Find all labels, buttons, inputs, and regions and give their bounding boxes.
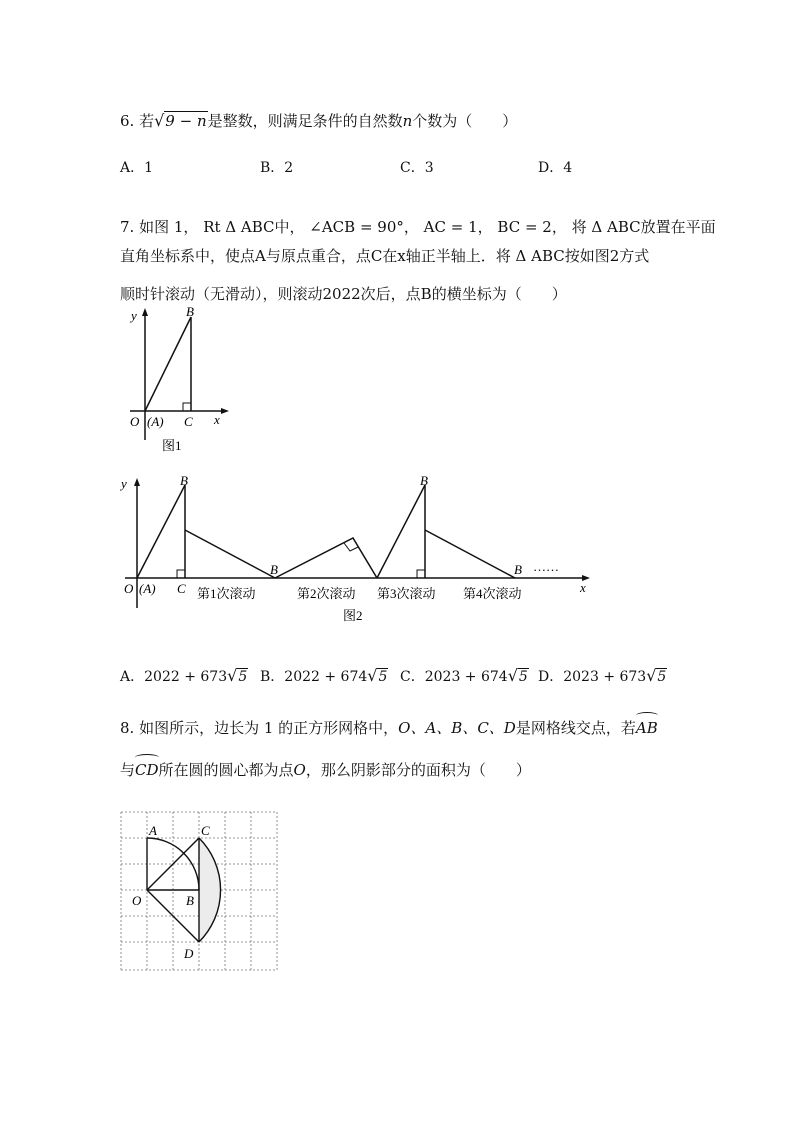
fig1-label-y: y — [131, 308, 137, 323]
fig2-label-o: O — [124, 581, 134, 596]
fig2-right-angle-1-icon — [177, 570, 185, 578]
q7-option-a-label: A． — [120, 669, 145, 685]
fig1-y-arrow-icon — [142, 308, 148, 316]
fig2-label-b4: B — [514, 562, 522, 577]
fig2-roll1-side — [185, 530, 275, 578]
q7-option-d-label: D． — [538, 669, 564, 685]
fig2-tri0-ab — [137, 485, 185, 578]
q7-line-1 — [120, 216, 716, 238]
fig2-caption: 图2 — [343, 608, 363, 623]
fig1-x-arrow-icon — [221, 408, 229, 414]
q7-option-d-root: 5 — [657, 669, 667, 685]
fig2-roll-2: 第2次滚动 — [297, 586, 356, 601]
q6-option-b: B．2 — [260, 160, 294, 176]
fig1-side-ab — [145, 317, 191, 411]
q7-figure-2 — [115, 470, 595, 630]
fig2-roll-3: 第3次滚动 — [377, 586, 436, 601]
q6-radicand: 9 − n — [165, 112, 207, 130]
q7-text-1f: 将 Δ ABC放置在平面 — [571, 218, 716, 236]
q8-points: O、A、B、C、D — [398, 719, 516, 737]
fig2-right-angle-3-icon — [417, 570, 425, 578]
q6-number: 6. 若 — [120, 112, 155, 130]
fig2-label-a: (A) — [139, 581, 156, 596]
fig2-y-arrow-icon — [134, 478, 140, 486]
radical-icon: √ — [227, 666, 238, 685]
fig1-right-angle-icon — [183, 403, 191, 411]
q8-figure — [118, 808, 284, 978]
q7-figure-1 — [110, 300, 250, 460]
q6-option-a: A．1 — [120, 160, 154, 176]
q7-text-1c: ∠ACB = 90°， — [309, 218, 419, 236]
q7-option-c-label: C． — [400, 669, 425, 685]
fig1-caption: 图1 — [162, 438, 182, 453]
fig1-label-o: O — [130, 414, 140, 429]
q8-shaded-region — [199, 838, 221, 942]
q7-option-c-expr: 2023 + 674 — [424, 669, 508, 685]
q7-option-b-expr: 2022 + 674 — [284, 669, 368, 685]
fig2-roll4-side — [425, 530, 515, 578]
q8-label-o: O — [132, 893, 142, 908]
q8-label-d: D — [184, 946, 194, 961]
fig2-label-c: C — [177, 581, 186, 596]
q7-option-a-expr: 2022 + 673 — [144, 669, 228, 685]
q7-text-1a: 7. 如图 1， — [120, 218, 199, 236]
q8-text-1c: 是网格线交点，若 — [515, 719, 636, 737]
q7-option-a-root: 5 — [238, 669, 248, 685]
q8-text-2a: 与 — [120, 761, 136, 779]
q8-text-2b: 所在圆的圆心都为点 — [158, 761, 294, 779]
q8-arc-ab: AB — [635, 719, 658, 737]
q7-option-d-expr: 2023 + 673 — [563, 669, 647, 685]
fig2-roll-4: 第4次滚动 — [463, 586, 522, 601]
fig2-dots: …… — [533, 559, 559, 574]
fig1-label-x: x — [214, 412, 220, 427]
fig2-roll-1: 第1次滚动 — [197, 586, 256, 601]
q7-line-3: 顺时针滚动（无滑动），则滚动2022次后，点B的横坐标为（ ） — [120, 285, 567, 303]
q7-text-1d: AC = 1， — [423, 218, 493, 236]
q6-var: n — [402, 112, 413, 130]
q8-label-b: B — [186, 893, 194, 908]
fig2-label-b0: B — [180, 473, 188, 488]
fig1-label-c: C — [184, 414, 193, 429]
fig2-label-x: x — [580, 580, 586, 595]
q7-option-b — [260, 666, 388, 686]
q6-text-a: 是整数，则满足条件的自然数 — [207, 112, 403, 130]
fig2-roll2-sides — [275, 538, 377, 578]
radical-icon: √ — [507, 666, 518, 685]
fig2-label-y: y — [121, 476, 127, 491]
q7-option-b-root: 5 — [378, 669, 388, 685]
fig2-label-b3: B — [420, 473, 428, 488]
q7-line-2: 直角坐标系中，使点A与原点重合，点C在x轴正半轴上．将 Δ ABC按如图2方式 — [120, 247, 650, 265]
q7-option-d — [538, 666, 667, 686]
q8-label-c: C — [201, 823, 210, 838]
fig2-roll3-ab — [377, 485, 425, 578]
q6-text-b: 个数为（ ） — [412, 112, 518, 130]
radical-icon: √ — [154, 111, 165, 130]
radical-icon: √ — [646, 666, 657, 685]
q8-line-1 — [120, 717, 658, 739]
q7-text-1e: BC = 2， — [497, 218, 567, 236]
q8-text-1a: 8. 如图所示，边长为 1 的正方形网格中， — [120, 719, 399, 737]
radical-icon: √ — [367, 666, 378, 685]
q7-option-c — [400, 666, 529, 686]
fig2-label-b1: B — [270, 562, 278, 577]
q7-option-a — [120, 666, 248, 686]
q7-option-c-root: 5 — [518, 669, 528, 685]
q8-center-o: O — [293, 761, 306, 779]
fig1-label-b: B — [186, 304, 194, 319]
q8-arc-cd: CD — [135, 761, 159, 779]
q6-option-d: D．4 — [538, 160, 573, 176]
q6-stem — [120, 110, 517, 132]
q8-label-a: A — [149, 823, 157, 838]
fig1-label-a: (A) — [147, 414, 164, 429]
q6-option-c: C．3 — [400, 160, 434, 176]
q7-option-b-label: B． — [260, 669, 285, 685]
q7-text-1b: Rt Δ ABC中， — [203, 218, 305, 236]
q8-line-2 — [120, 759, 531, 781]
q8-text-2d: ，那么阴影部分的面积为（ ） — [305, 761, 531, 779]
